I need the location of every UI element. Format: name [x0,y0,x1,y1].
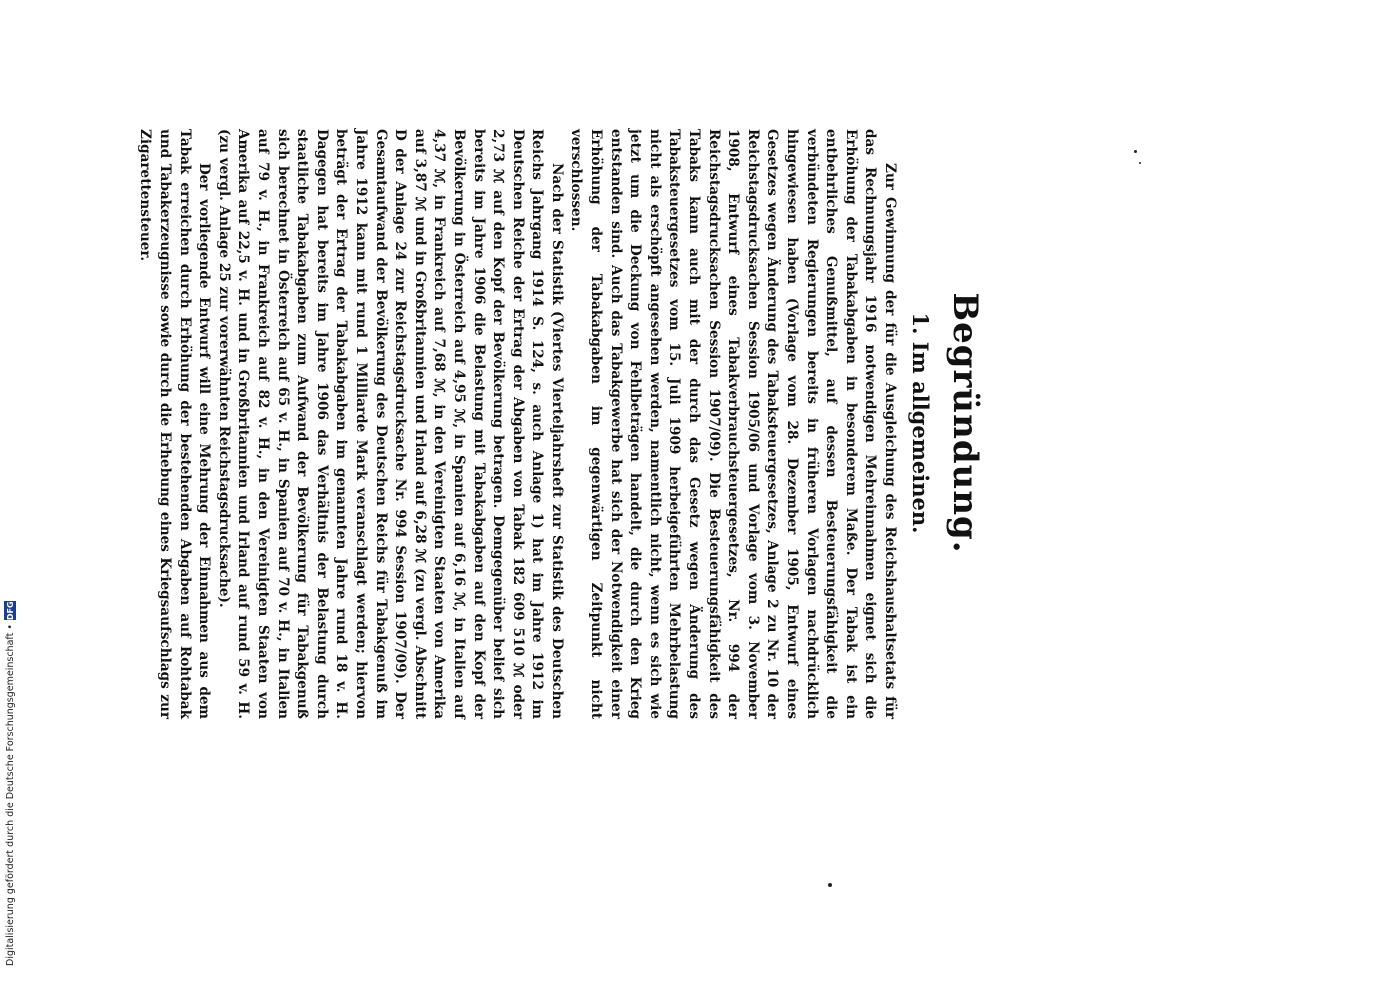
dfg-logo: DFG [5,601,15,621]
scanned-page [137,123,995,723]
paragraph-2: Nach der Statistik (Viertes Vierteljahrsheft zur Statistik des Deutschen Reichs Jahrgang 1914 S. 124, s. auch Anlage 1) hat im Jahre 1912 im Deutschen Reiche der Ertrag der Abgaben von Tabak 182 609 510 ℳ oder 2,73 ℳ auf den Kopf der Bevölkerung betragen. Demgegenüber belief sich bereits im Jahre 1906 die Belastung mit Tabakabgaben auf den Kopf der Bevölkerung in Österreich auf 4,95 ℳ, in Spanien auf 6,16 ℳ, in Italien auf 4,37 ℳ, in Frankreich auf 7,68 ℳ, in den Vereinigten Staaten von Amerika auf 3,87 ℳ und in Großbritannien und Irland auf 6,28 ℳ (zu vergl. Abschnitt D der Anlage 24 zur Reichstagsdrucksache Nr. 994 Session 1907/09). Der Gesamtaufwand der Bevölkerung des Deutschen Reichs für Tabakgenuß im Jahre 1912 kann mit rund 1 Milliarde Mark veranschlagt werden; hiervon beträgt der Ertrag der Tabakabgaben im genannten Jahre rund 18 v. H. Dagegen hat bereits im Jahre 1906 das Verhältnis der Belastung durch staatliche Tabakabgaben zum Aufwand der Bevölkerung für Tabakgenuß sich berechnet in Österreich auf 65 v. H., in Spanien auf 70 v. H., in Italien auf 79 v. H., in Frankreich auf 82 v. H., in den Vereinigten Staaten von Amerika auf 22,5 v. H. und in Großbritannien und Irland auf rund 59 v. H. (zu vergl. Anlage 25 zur vorerwähnten Reichstagsdrucksache). [215,129,565,719]
page-content-rotated [137,123,995,723]
document-body [135,129,899,719]
document-title: Begründung. [945,292,985,554]
scan-speck [828,883,832,887]
digitization-credit [2,601,18,966]
paragraph-1: Zur Gewinnung der für die Ausgleichung des Reichshaushaltsetats für das Rechnungsjahr 1916 notwendigen Mehreinnahmen eignet sich die Erhöhung der Tabakabgaben in besonderem Maße. Der Tabak ist ein entbehrliches Genußmittel, auf dessen Besteuerungsfähigkeit die verbündeten Regierungen bereits in früheren Vorlagen nachdrücklich hingewiesen haben (Vorlage vom 28. Dezember 1905, Entwurf eines Gesetzes wegen Änderung des Tabaksteuergesetzes, Anlage 2 zu Nr. 10 der Reichstagsdrucksachen Session 1905/06 und Vorlage vom 3. November 1908, Entwurf eines Tabakverbrauchsteuergesetzes, Nr. 994 der Reichstagsdrucksachen Session 1907/09). Die Besteuerungsfähigkeit des Tabaks kann auch mit der durch das Gesetz wegen Änderung des Tabaksteuergesetzes vom 15. Juli 1909 herbeigeführten Mehrbelastung nicht als erschöpft angesehen werden, namentlich nicht, wenn es sich wie jetzt um die Deckung von Fehlbeträgen handelt, die durch den Krieg entstanden sind. Auch das Tabakgewerbe hat sich der Notwendigkeit einer Erhöhung der Tabakabgaben im gegenwärtigen Zeitpunkt nicht verschlossen. [568,129,898,719]
scan-speck [1134,150,1137,153]
credit-text: Digitalisierung gefördert durch die Deutsche Forschungsgemeinschaft • [4,624,16,966]
section-heading: 1. Im allgemeinen. [908,312,933,534]
scan-speck [1139,162,1141,164]
paragraph-3: Der vorliegende Entwurf will eine Mehrung der Einnahmen aus dem Tabak erreichen durch Erhöhung der bestehenden Abgaben auf Rohtabak und Tabakerzeugnisse sowie durch die Erhebung eines Kriegsaufschlags zur Zigarettensteuer. [137,129,213,719]
